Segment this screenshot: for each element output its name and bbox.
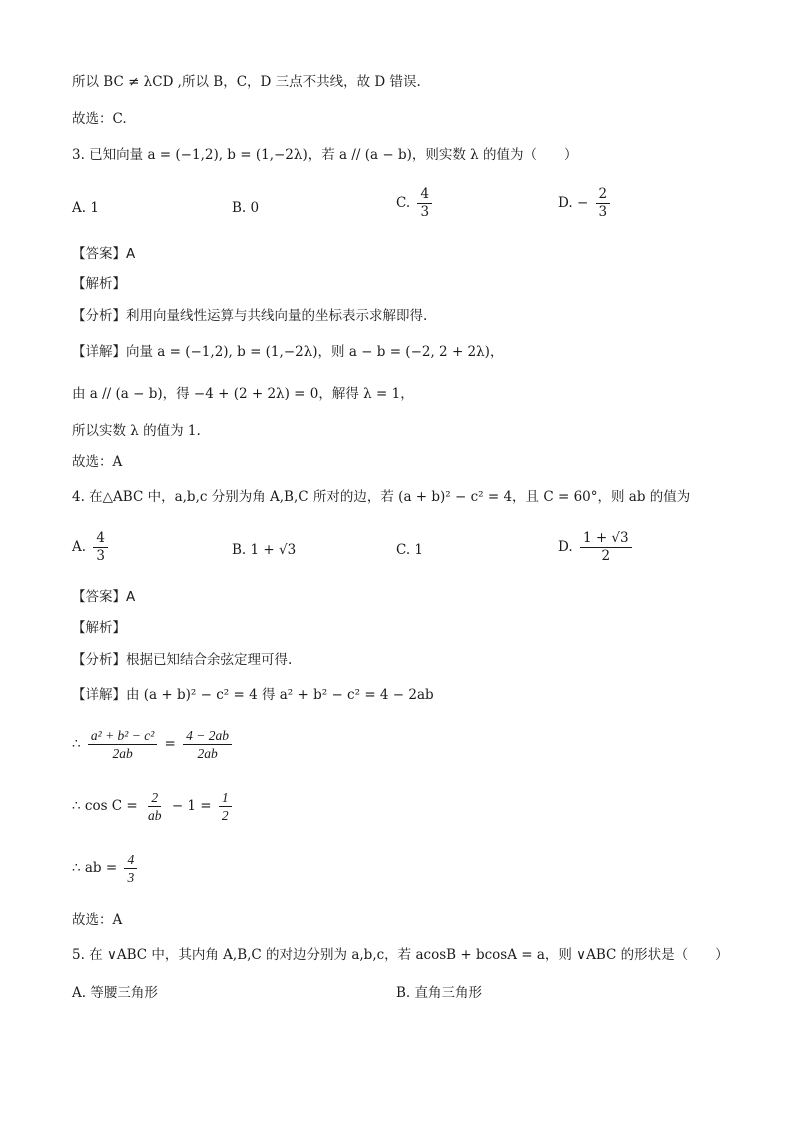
- option-label: D.: [558, 539, 573, 555]
- question-3: 3. 已知向量 a = (−1,2), b = (1,−2λ)，若 a // (a − b)，则实数 λ 的值为（ ）: [72, 147, 578, 163]
- numerator: 4: [93, 530, 108, 548]
- denominator: 2ab: [112, 746, 133, 761]
- therefore-symbol: ∴: [72, 736, 81, 752]
- fraction: [124, 851, 137, 886]
- analysis-label: 【解析】: [72, 276, 126, 292]
- minus-sign: −: [576, 195, 589, 211]
- fraction: [183, 727, 232, 762]
- option-label: A.: [72, 539, 87, 555]
- numerator: 1 + √3: [580, 530, 632, 548]
- answer-label: 【答案】A: [72, 246, 136, 262]
- denominator: 2: [221, 808, 229, 823]
- option-c: C. 1: [396, 542, 424, 558]
- option-d: [558, 186, 613, 221]
- option-d: [558, 530, 635, 565]
- step-prefix: ∴ ab =: [72, 860, 118, 876]
- option-label: D.: [558, 195, 573, 211]
- text-line: 故选：C.: [72, 111, 127, 127]
- denominator: 2ab: [197, 746, 218, 761]
- text-line: 所以 BC ≠ λCD ,所以 B，C，D 三点不共线，故 D 错误.: [72, 74, 421, 90]
- fraction: [88, 727, 157, 762]
- fraction: [145, 789, 165, 824]
- math-step: [72, 851, 140, 886]
- fraction: [580, 530, 632, 565]
- option-label: C.: [396, 195, 411, 211]
- denominator: 3: [96, 548, 105, 564]
- text-line: 故选：A: [72, 912, 123, 928]
- fraction: [219, 789, 232, 824]
- math-step: [72, 789, 235, 824]
- denominator: 3: [598, 204, 608, 220]
- option-c: [396, 186, 435, 221]
- fraction: [596, 186, 611, 221]
- numerator: 4: [124, 851, 137, 869]
- text-line: 【分析】根据已知结合余弦定理可得.: [72, 652, 293, 668]
- text-line: 故选：A: [72, 454, 123, 470]
- numerator: 4 − 2ab: [183, 727, 232, 745]
- denominator: ab: [148, 808, 162, 823]
- denominator: 3: [127, 870, 135, 885]
- question-4: 4. 在△ABC 中，a,b,c 分别为角 A,B,C 所对的边，若 (a + b)² − c² = 4，且 C = 60°，则 ab 的值为: [72, 489, 691, 505]
- option-b: B. 0: [232, 200, 260, 216]
- option-a: [72, 530, 111, 565]
- text-line: 【详解】向量 a = (−1,2), b = (1,−2λ)，则 a − b = (−2, 2 + 2λ)，: [72, 344, 504, 360]
- fraction: [417, 186, 432, 221]
- math-step: [72, 727, 235, 762]
- equals-sign: =: [164, 736, 176, 752]
- step-middle: − 1 =: [171, 798, 212, 814]
- numerator: 2: [596, 186, 611, 204]
- fraction: [93, 530, 108, 565]
- numerator: 2: [148, 789, 161, 807]
- text-line: 由 a // (a − b)，得 −4 + (2 + 2λ) = 0，解得 λ = 1，: [72, 386, 414, 402]
- option-a: A. 1: [72, 200, 99, 216]
- text-line: 所以实数 λ 的值为 1.: [72, 423, 201, 439]
- option-b: B. 直角三角形: [396, 985, 483, 1001]
- option-a: A. 等腰三角形: [72, 985, 158, 1001]
- text-line: 【分析】利用向量线性运算与共线向量的坐标表示求解即得.: [72, 308, 428, 324]
- analysis-label: 【解析】: [72, 620, 126, 636]
- text-line: 【详解】由 (a + b)² − c² = 4 得 a² + b² − c² = 4 − 2ab: [72, 687, 434, 703]
- question-5: 5. 在 ∨ABC 中，其内角 A,B,C 的对边分别为 a,b,c，若 acosB + bcosA = a，则 ∨ABC 的形状是（ ）: [72, 947, 729, 963]
- numerator: 4: [417, 186, 432, 204]
- step-prefix: ∴ cos C =: [72, 798, 138, 814]
- numerator: 1: [219, 789, 232, 807]
- answer-label: 【答案】A: [72, 589, 136, 605]
- denominator: 2: [601, 548, 611, 564]
- denominator: 3: [420, 204, 430, 220]
- numerator: a² + b² − c²: [88, 727, 157, 745]
- option-b: B. 1 + √3: [232, 542, 297, 558]
